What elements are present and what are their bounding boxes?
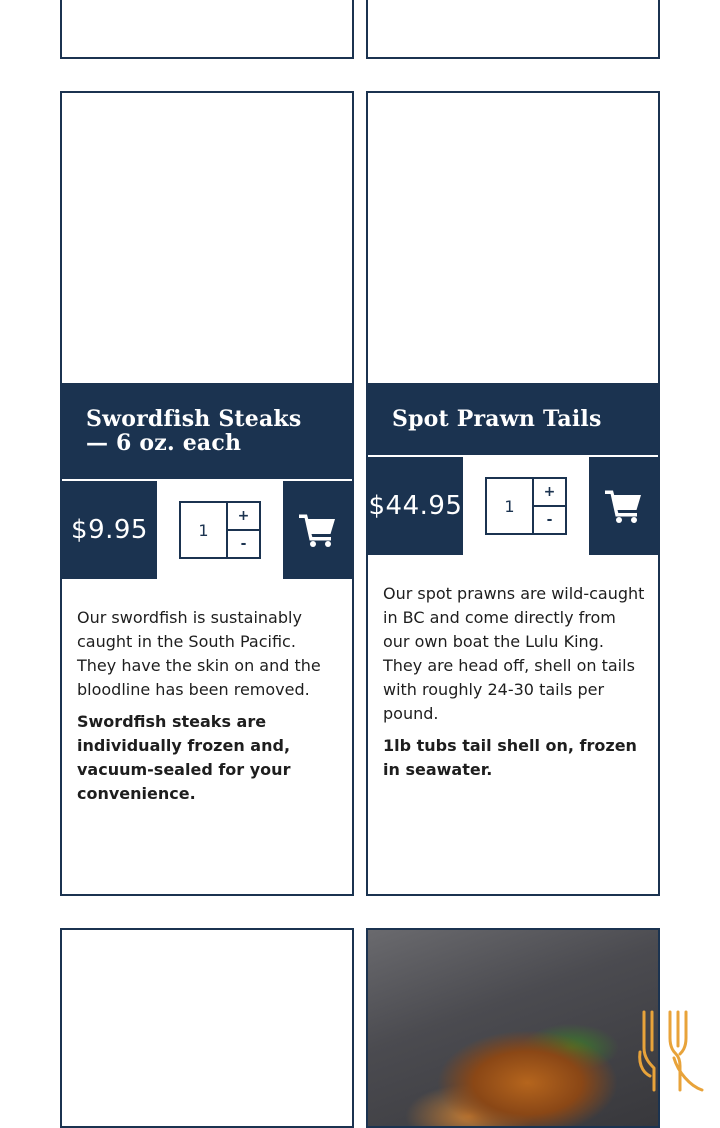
description-detail: 1lb tubs tail shell on, frozen in seawater. xyxy=(383,736,637,779)
buy-row xyxy=(368,455,658,555)
product-title-bar xyxy=(368,383,658,455)
increment-button[interactable]: + xyxy=(228,503,259,531)
product-card-spot-prawn xyxy=(366,91,660,896)
quantity-stepper xyxy=(485,477,567,535)
product-title[interactable]: Swordfish Steaks — 6 oz. each xyxy=(86,406,302,456)
product-photo[interactable] xyxy=(368,930,658,1126)
quantity-steps xyxy=(228,503,259,557)
product-title-bar xyxy=(62,383,352,479)
product-card-swordfish xyxy=(60,91,354,896)
product-card-partial-top-left xyxy=(60,0,354,59)
decrement-button[interactable]: - xyxy=(240,536,247,552)
product-title[interactable]: Spot Prawn Tails xyxy=(392,406,602,432)
product-image[interactable] xyxy=(62,93,352,383)
product-card-partial-bottom-left xyxy=(60,928,354,1128)
quantity-input[interactable] xyxy=(487,479,534,533)
fork-and-knife-icon[interactable] xyxy=(630,1008,706,1092)
decrement-button[interactable]: - xyxy=(546,512,553,528)
quantity-input[interactable] xyxy=(181,503,228,557)
shopping-cart-icon xyxy=(605,489,643,523)
quantity-stepper xyxy=(179,501,261,559)
add-to-cart-button[interactable] xyxy=(283,481,352,579)
description-detail: Swordfish steaks are individually frozen and, vacuum-sealed for your convenience. xyxy=(77,712,291,803)
product-description xyxy=(383,582,646,790)
description-text: Our spot prawns are wild-caught in BC and come directly from our own boat the Lulu King. They are head off, shell on tails with roughly 24-30 tails per pound. xyxy=(383,584,645,723)
buy-row xyxy=(62,479,352,579)
description-text: Our swordfish is sustainably caught in the South Pacific. They have the skin on and the bloodline has been removed. xyxy=(77,608,321,699)
quantity-steps xyxy=(534,479,565,533)
price: $9.95 xyxy=(62,481,159,579)
price: $44.95 xyxy=(368,457,465,555)
product-card-partial-top-right xyxy=(366,0,660,59)
add-to-cart-button[interactable] xyxy=(589,457,658,555)
product-card-partial-bottom-right xyxy=(366,928,660,1128)
increment-button[interactable]: + xyxy=(534,479,565,507)
shopping-cart-icon xyxy=(299,513,337,547)
product-image[interactable] xyxy=(62,930,352,1126)
quantity-cell xyxy=(159,481,283,579)
quantity-cell xyxy=(465,457,589,555)
product-description xyxy=(77,606,340,814)
product-image[interactable] xyxy=(368,93,658,383)
